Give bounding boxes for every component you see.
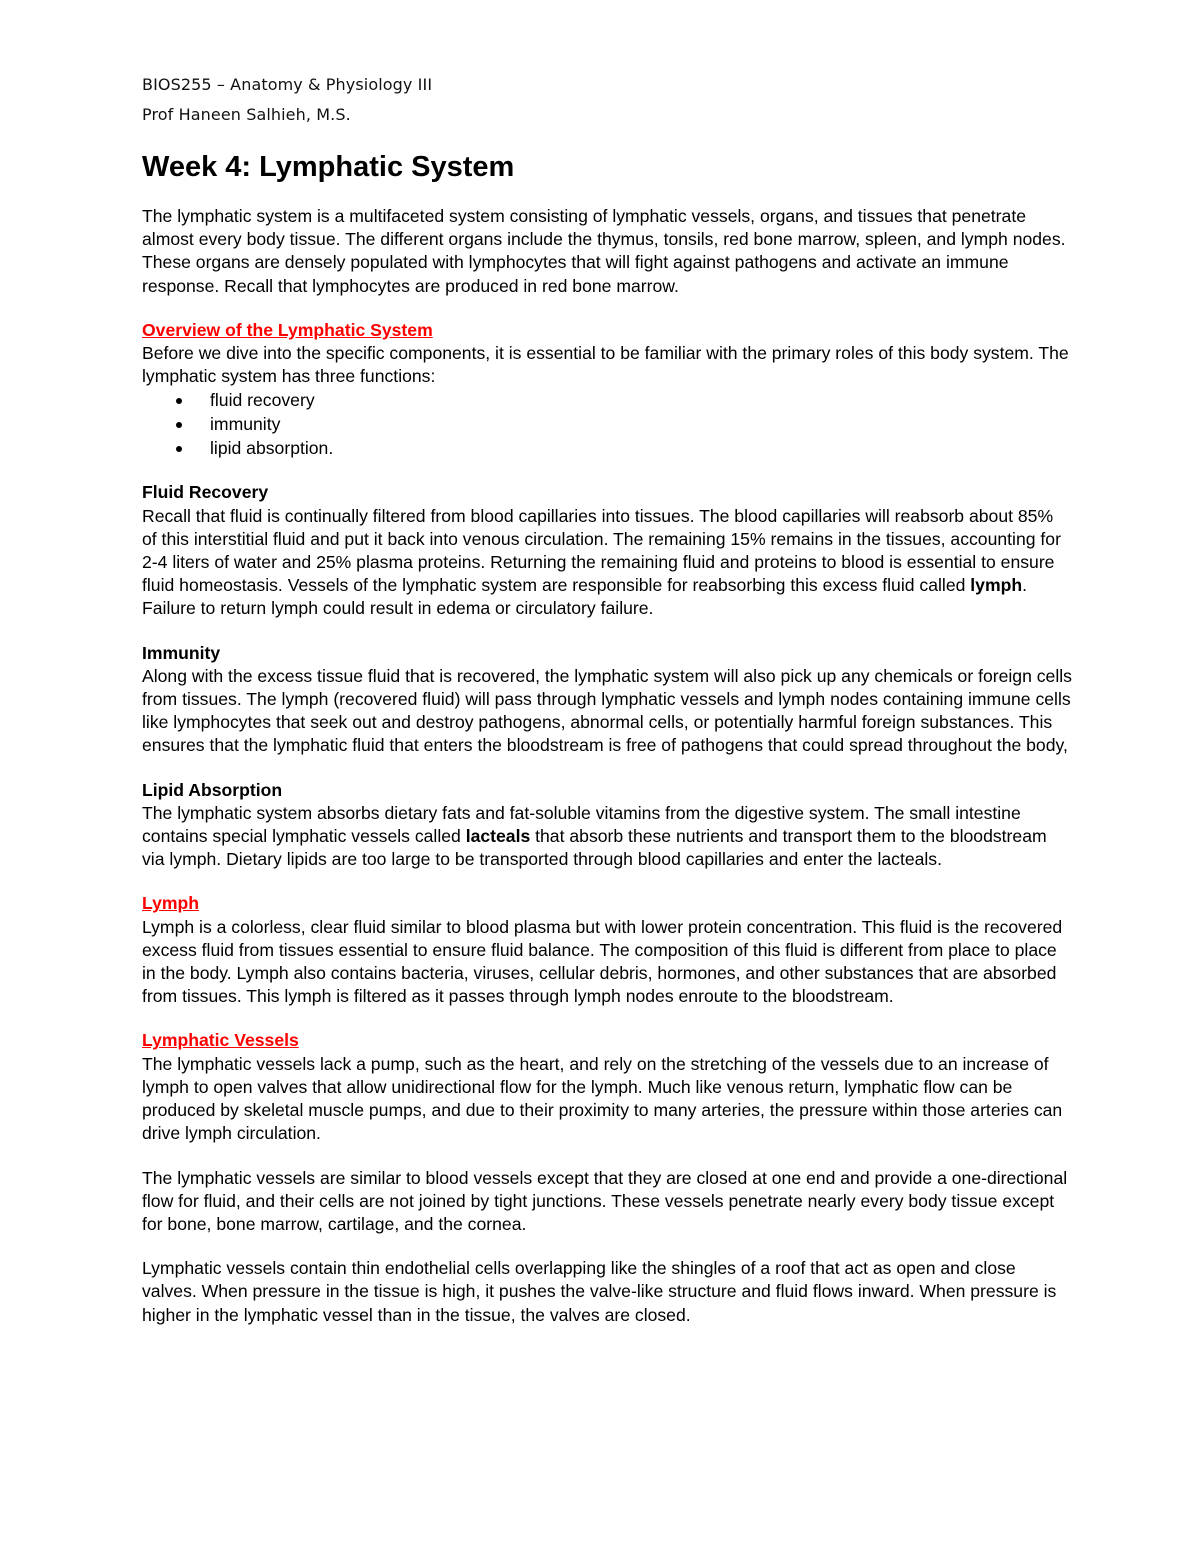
lipid-absorption-section — [142, 779, 1072, 872]
lymph-section — [142, 892, 1072, 1008]
lymph-paragraph: Lymph is a colorless, clear fluid similar to blood plasma but with lower protein concentration. This fluid is the recovered excess fluid from tissues essential to ensure fluid balance. The composition of this fluid is different from place to place in the body. Lymph also contains bacteria, viruses, cellular debris, hormones, and other substances that are absorbed from tissues. This lymph is filtered as it passes through lymph nodes enroute to the bloodstream. — [142, 916, 1063, 1007]
fluid-recovery-section — [142, 481, 1072, 620]
lacteals-term: lacteals — [465, 826, 531, 847]
lymph-heading: Lymph — [142, 893, 200, 914]
fluid-recovery-heading: Fluid Recovery — [142, 482, 269, 503]
professor-name: Prof Haneen Salhieh, M.S. — [142, 105, 351, 124]
overview-heading: Overview of the Lymphatic System — [142, 319, 433, 340]
bullet-icon — [176, 446, 182, 452]
lymphatic-vessels-section — [142, 1029, 1072, 1326]
list-item: lipid absorption. — [142, 436, 1072, 460]
course-header — [142, 70, 1072, 130]
lymphatic-vessels-paragraph-2: The lymphatic vessels are similar to blood vessels except that they are closed at one end and provide a one-directional flow for fluid, and their cells are not joined by tight junctions. These vessels penetrate nearly every body tissue except for bone, bone marrow, cartilage, and the cornea. — [142, 1167, 1068, 1234]
bullet-icon — [176, 422, 182, 428]
course-name: BIOS255 – Anatomy & Physiology III — [142, 75, 433, 94]
overview-paragraph: Before we dive into the specific components, it is essential to be familiar with the primary roles of this body system. The lymphatic system has three functions: — [142, 343, 1069, 387]
immunity-heading: Immunity — [142, 642, 221, 663]
list-item: fluid recovery — [142, 388, 1072, 412]
lipid-absorption-heading: Lipid Absorption — [142, 779, 283, 800]
immunity-section — [142, 642, 1072, 758]
lipid-absorption-paragraph: The lymphatic system absorbs dietary fats and fat-soluble vitamins from the digestive system. The small intestine contains special lymphatic vessels called lacteals that absorb these nutrients and transport them to the bloodstream via lymph. Dietary lipids are too large to be transported through blood capillaries and enter the lacteals. — [142, 802, 1047, 870]
bullet-icon — [176, 398, 182, 404]
immunity-paragraph: Along with the excess tissue fluid that is recovered, the lymphatic system will also pick up any chemicals or foreign cells from tissues. The lymph (recovered fluid) will pass through lymphatic vessels and lymph nodes containing immune cells like lymphocytes that seek out and destroy pathogens, abnormal cells, or potentially harmful foreign substances. This ensures that the lymphatic fluid that enters the bloodstream is free of pathogens that could spread throughout the body, — [142, 665, 1072, 756]
list-item: immunity — [142, 412, 1072, 436]
document-page — [142, 70, 1072, 1327]
fluid-recovery-paragraph: Recall that fluid is continually filtered from blood capillaries into tissues. The blood capillaries will reabsorb about 85% of this interstitial fluid and put it back into venous circulation. The remaining 15% remains in the tissues, accounting for 2-4 liters of water and 25% plasma proteins. Returning the remaining fluid and proteins to blood is essential to ensure fluid homeostasis. Vessels of the lymphatic system are responsible for reabsorbing this excess fluid called lymph. Failure to return lymph could result in edema or circulatory failure. — [142, 505, 1061, 619]
overview-section — [142, 319, 1072, 461]
lymphatic-vessels-paragraph-3: Lymphatic vessels contain thin endothelial cells overlapping like the shingles of a roof that act as open and close valves. When pressure in the tissue is high, it pushes the valve-like structure and fluid flows inward. When pressure is higher in the lymphatic vessel than in the tissue, the valves are closed. — [142, 1258, 1057, 1325]
lymph-term: lymph — [970, 575, 1023, 596]
intro-paragraph: The lymphatic system is a multifaceted system consisting of lymphatic vessels, organs, and tissues that penetrate almost every body tissue. The different organs include the thymus, tonsils, red bone marrow, spleen, and lymph nodes. These organs are densely populated with lymphocytes that will fight against pathogens and activate an immune response. Recall that lymphocytes are produced in red bone marrow. — [142, 206, 1066, 296]
functions-list — [142, 388, 1072, 460]
lymphatic-vessels-heading: Lymphatic Vessels — [142, 1030, 299, 1051]
page-title: Week 4: Lymphatic System — [142, 151, 515, 183]
lymphatic-vessels-paragraph-1: The lymphatic vessels lack a pump, such as the heart, and rely on the stretching of the vessels due to an increase of lymph to open valves that allow unidirectional flow for the lymph. Much like venous return, lymphatic flow can be produced by skeletal muscle pumps, and due to their proximity to many arteries, the pressure within those arteries can drive lymph circulation. — [142, 1053, 1063, 1144]
